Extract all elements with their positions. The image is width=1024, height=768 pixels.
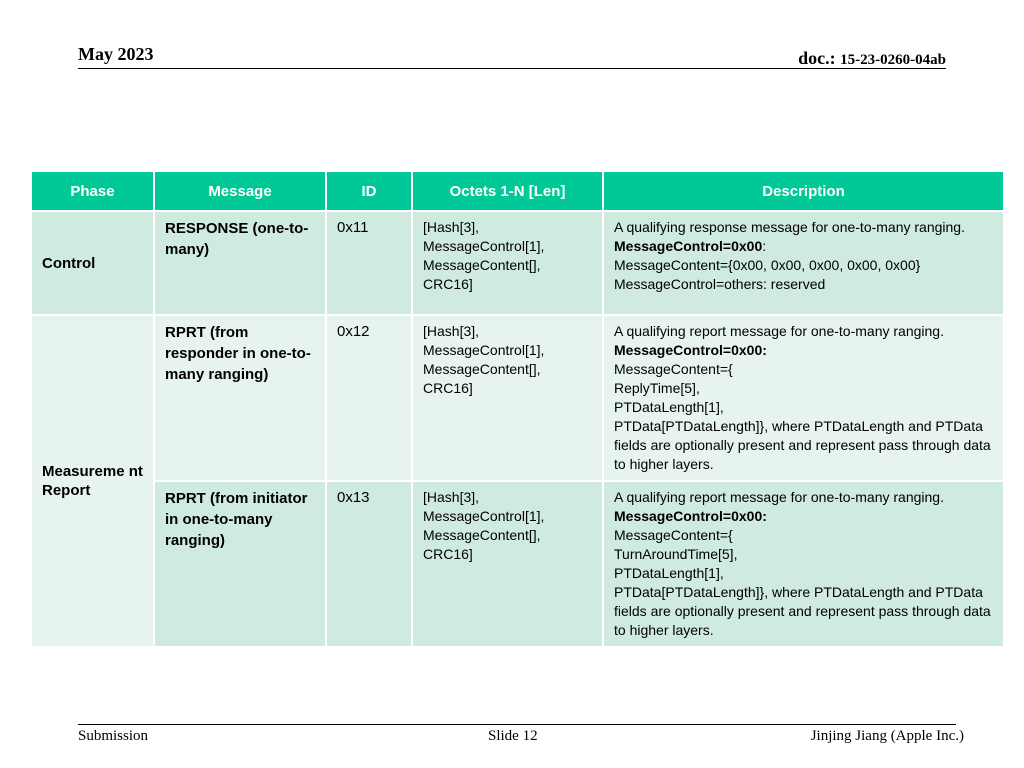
desc-line: TurnAroundTime[5], <box>614 546 738 562</box>
octets-line: [Hash[3], <box>423 489 480 505</box>
footer-author: Jinjing Jiang (Apple Inc.) <box>810 728 964 744</box>
desc-line: PTData[PTDataLength]}, where PTDataLength and PTData fields are optionally present and represent pass through data to higher layers. <box>614 418 991 472</box>
phase-cell-control: Control <box>31 211 154 315</box>
description-cell <box>603 481 1004 647</box>
desc-bold: MessageControl=0x00 <box>614 238 763 254</box>
octets-line: MessageContent[], <box>423 527 541 543</box>
footer-slide-number: Slide 12 <box>488 728 538 744</box>
header-doc-id <box>798 48 946 69</box>
message-cell: RPRT (from initiator in one-to-many ranging) <box>154 481 326 647</box>
desc-control-line <box>614 507 993 526</box>
desc-line: MessageControl=others: reserved <box>614 276 826 292</box>
id-cell: 0x13 <box>326 481 412 647</box>
col-header-phase: Phase <box>31 171 154 211</box>
desc-bold: MessageControl=0x00: <box>614 508 767 524</box>
phase-cell-measurement: Measureme nt Report <box>31 315 154 647</box>
desc-line: ReplyTime[5], <box>614 380 700 396</box>
message-cell: RPRT (from responder in one-to-many ranging) <box>154 315 326 481</box>
doc-number: 15-23-0260-04ab <box>840 52 946 68</box>
table-row <box>31 211 1004 315</box>
octets-line: [Hash[3], <box>423 219 480 235</box>
octets-line: MessageControl[1], <box>423 508 545 524</box>
desc-intro: A qualifying response message for one-to-many ranging. <box>614 219 965 235</box>
octets-cell <box>412 211 603 315</box>
desc-intro: A qualifying report message for one-to-many ranging. <box>614 323 944 339</box>
col-header-octets: Octets 1-N [Len] <box>412 171 603 211</box>
col-header-id: ID <box>326 171 412 211</box>
table-row <box>31 481 1004 647</box>
octets-line: MessageContent[], <box>423 361 541 377</box>
doc-label: doc.: <box>798 48 836 68</box>
desc-bold: MessageControl=0x00: <box>614 342 767 358</box>
table-header-row <box>31 171 1004 211</box>
id-cell: 0x12 <box>326 315 412 481</box>
desc-control-line <box>614 237 993 256</box>
table-row <box>31 315 1004 481</box>
octets-cell <box>412 481 603 647</box>
header-date: May 2023 <box>78 44 154 64</box>
col-header-description: Description <box>603 171 1004 211</box>
desc-line: PTDataLength[1], <box>614 565 724 581</box>
octets-line: CRC16] <box>423 276 473 292</box>
description-cell <box>603 211 1004 315</box>
footer-divider <box>78 724 956 725</box>
desc-line: MessageContent={0x00, 0x00, 0x00, 0x00, 0x00} <box>614 257 921 273</box>
desc-control-line <box>614 341 993 360</box>
description-cell <box>603 315 1004 481</box>
octets-line: MessageControl[1], <box>423 238 545 254</box>
octets-line: MessageContent[], <box>423 257 541 273</box>
octets-line: CRC16] <box>423 380 473 396</box>
desc-intro: A qualifying report message for one-to-many ranging. <box>614 489 944 505</box>
octets-line: MessageControl[1], <box>423 342 545 358</box>
footer-submission: Submission <box>78 728 149 744</box>
desc-line: MessageContent={ <box>614 361 733 377</box>
octets-line: CRC16] <box>423 546 473 562</box>
desc-line: PTDataLength[1], <box>614 399 724 415</box>
message-cell: RESPONSE (one-to-many) <box>154 211 326 315</box>
col-header-message: Message <box>154 171 326 211</box>
desc-bold-suffix: : <box>762 238 767 254</box>
id-cell: 0x11 <box>326 211 412 315</box>
desc-line: PTData[PTDataLength]}, where PTDataLength and PTData fields are optionally present and represent pass through data to higher layers. <box>614 584 991 638</box>
header-divider <box>78 68 946 69</box>
octets-cell <box>412 315 603 481</box>
octets-line: [Hash[3], <box>423 323 480 339</box>
message-table <box>30 170 1005 648</box>
desc-line: MessageContent={ <box>614 527 733 543</box>
